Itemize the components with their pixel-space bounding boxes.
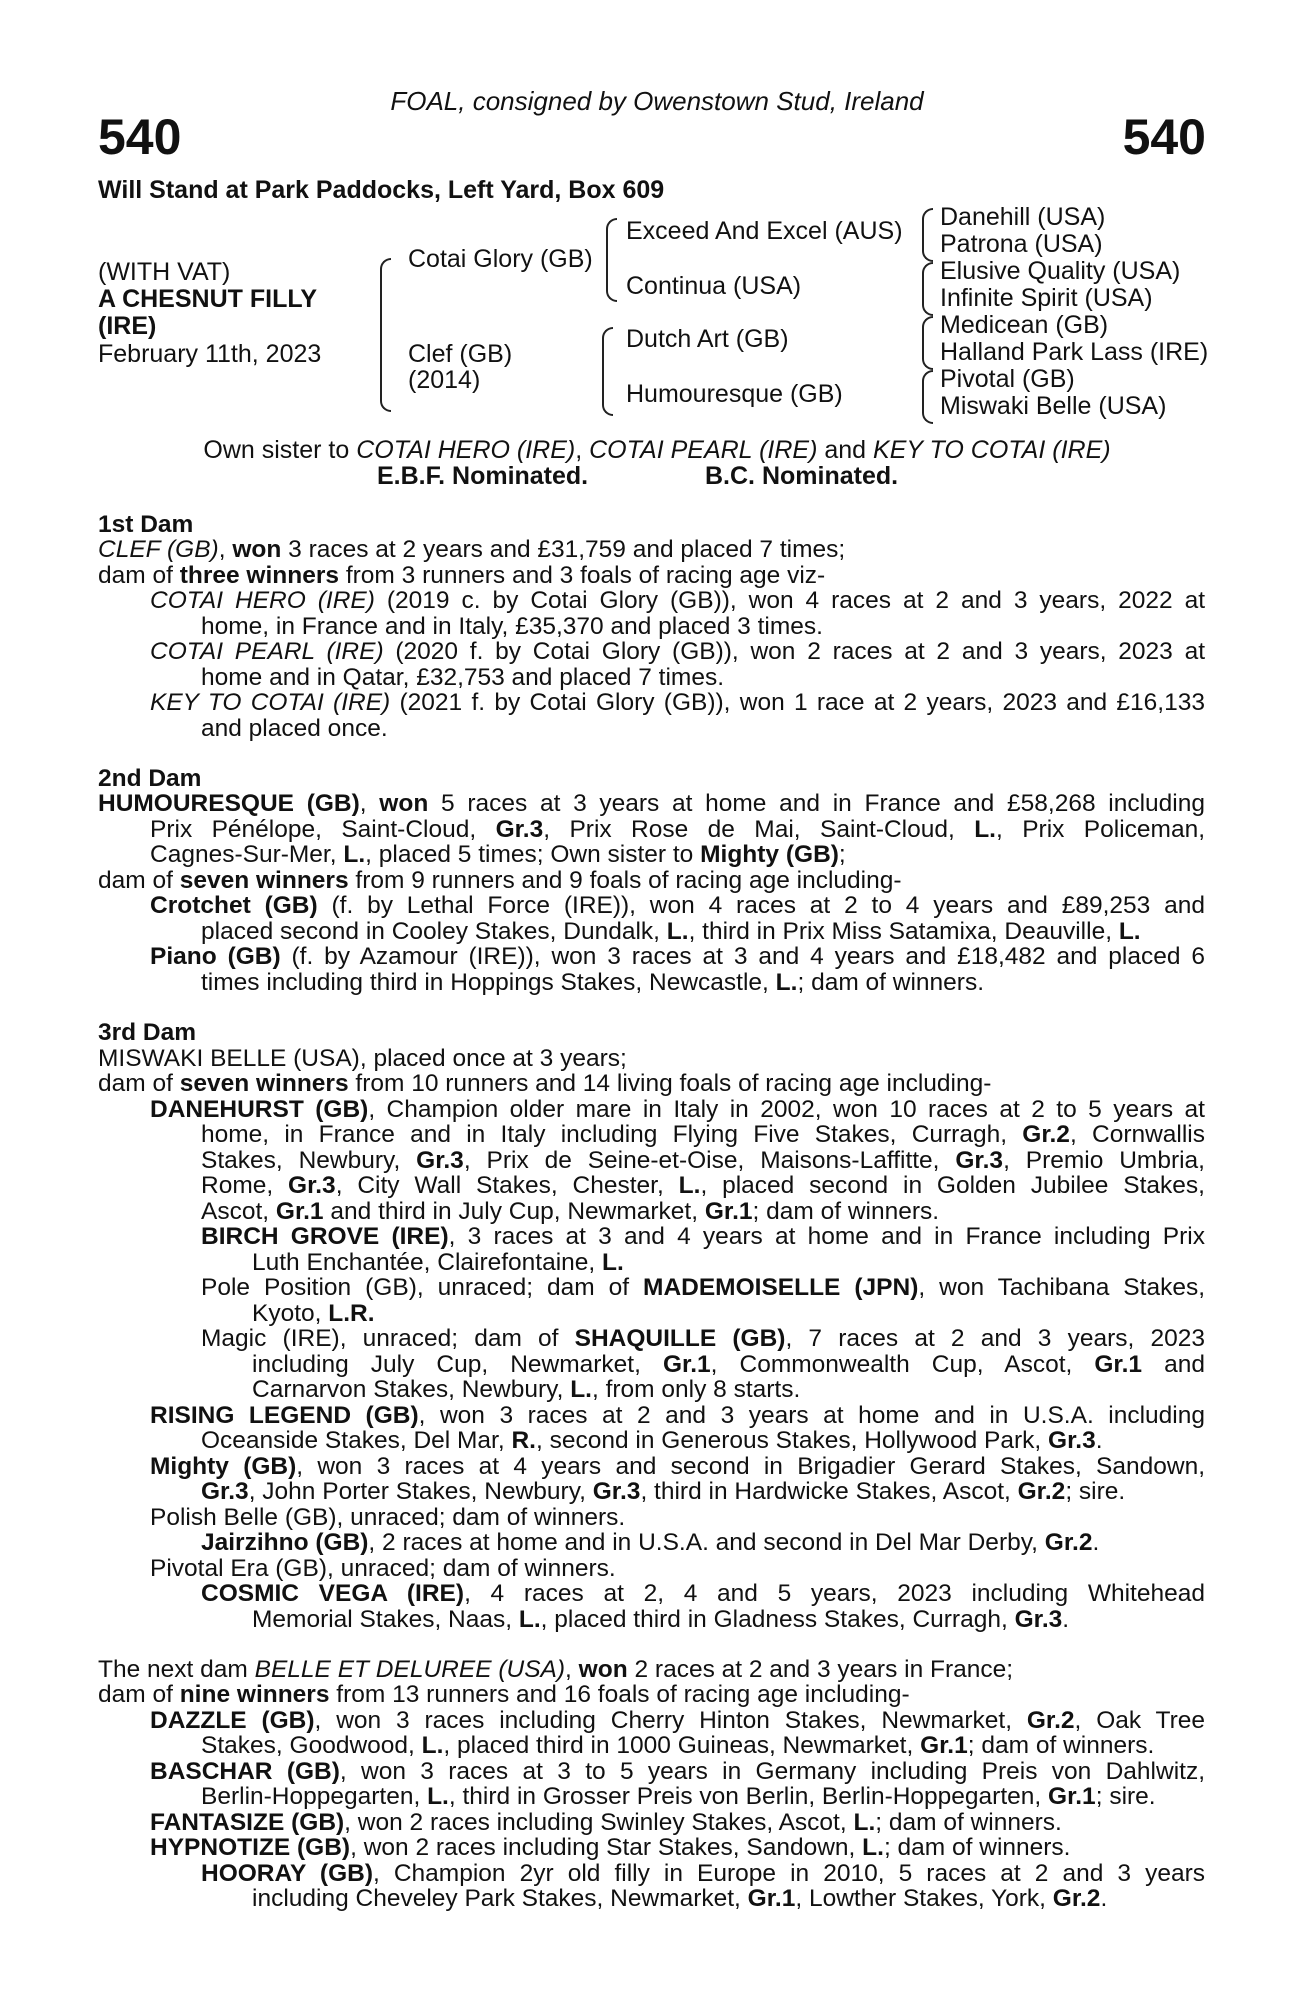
produce-danehurst-l3: Stakes, Newbury, Gr.3, Prix de Seine-et-Oise, Maisons-Laffitte, Gr.3, Premio Umbria, [201,1147,1205,1174]
produce-cosmic-vega-cont: Memorial Stakes, Naas, L., placed third in Gladness Stakes, Curragh, Gr.3. [252,1606,1070,1633]
lot-number-right: 540 [1122,109,1206,165]
produce-danehurst: DANEHURST (GB), Champion older mare in Italy in 2002, won 10 races at 2 to 5 years at [150,1096,1205,1123]
dsd: Halland Park Lass (IRE) [940,338,1209,366]
ssd: Patrona (USA) [940,230,1103,258]
brace-dd [922,370,933,424]
third-dam-header: 3rd Dam [98,1019,197,1046]
sss: Danehill (USA) [940,203,1106,231]
produce-magic: Magic (IRE), unraced; dam of SHAQUILLE (GB), 7 races at 2 and 3 years, 2023 [201,1325,1205,1352]
dam: Clef (GB) [408,340,513,368]
ebf-nominated: E.B.F. Nominated. [377,462,589,490]
produce-hooray-cont: including Cheveley Park Stakes, Newmarket, Gr.1, Lowther Stakes, York, Gr.2. [252,1885,1108,1912]
produce-cotai-pearl-cont: home and in Qatar, £32,753 and placed 7 times. [201,664,725,691]
produce-birch-grove: BIRCH GROVE (IRE), 3 races at 3 and 4 years at home and in France including Prix [201,1223,1205,1250]
produce-cotai-hero-cont: home, in France and in Italy, £35,370 and placed 3 times. [201,613,823,640]
sdd: Infinite Spirit (USA) [940,284,1153,312]
produce-piano: Piano (GB) (f. by Azamour (IRE)), won 3 races at 3 and 4 years and £18,482 and placed 6 [150,943,1205,970]
produce-pivotal-era: Pivotal Era (GB), unraced; dam of winners. [150,1555,616,1582]
second-dam-header: 2nd Dam [98,765,202,792]
next-dam-produce-summary: dam of nine winners from 13 runners and 16 foals of racing age including- [98,1681,910,1708]
dss: Medicean (GB) [940,311,1109,339]
first-dam-header: 1st Dam [98,511,194,538]
dds: Pivotal (GB) [940,365,1075,393]
produce-magic-l2: including July Cup, Newmarket, Gr.1, Commonwealth Cup, Ascot, Gr.1 and [252,1351,1205,1378]
own-sister-line: Own sister to COTAI HERO (IRE), COTAI PEARL (IRE) and KEY TO COTAI (IRE) [203,436,1111,464]
produce-crotchet-cont: placed second in Cooley Stakes, Dundalk, L., third in Prix Miss Satamixa, Deauville, L. [201,918,1141,945]
produce-fantasize: FANTASIZE (GB), won 2 races including Swinley Stakes, Ascot, L.; dam of winners. [150,1809,1062,1836]
bc-nominated: B.C. Nominated. [705,462,899,490]
produce-pole-position-cont: Kyoto, L.R. [252,1300,375,1327]
second-dam-produce-summary: dam of seven winners from 9 runners and 9 foals of racing age including- [98,867,902,894]
second-dam-line2: Prix Pénélope, Saint-Cloud, Gr.3, Prix Rose de Mai, Saint-Cloud, L., Prix Policeman, [150,816,1205,843]
brace-dam [602,327,613,416]
produce-mighty: Mighty (GB), won 3 races at 4 years and second in Brigadier Gerard Stakes, Sandown, [150,1453,1206,1480]
brace-parents [380,258,391,412]
brace-sd [922,262,933,316]
brace-ds [922,316,933,370]
produce-crotchet: Crotchet (GB) (f. by Lethal Force (IRE)), won 4 races at 2 to 4 years and £89,253 and [150,892,1205,919]
produce-cosmic-vega: COSMIC VEGA (IRE), 4 races at 2, 4 and 5 years, 2023 including Whitehead [201,1580,1205,1607]
produce-baschar-cont: Berlin-Hoppegarten, L., third in Grosser Preis von Berlin, Berlin-Hoppegarten, Gr.1; sire. [201,1783,1156,1810]
dam-dam: Humouresque (GB) [626,380,843,408]
ddd: Miswaki Belle (USA) [940,392,1167,420]
brace-sire [606,218,617,302]
produce-magic-l3: Carnarvon Stakes, Newbury, L., from only 8 starts. [252,1376,801,1403]
consignment-line: FOAL, consigned by Owenstown Stud, Ireland [390,86,924,116]
produce-danehurst-l5: Ascot, Gr.1 and third in July Cup, Newmarket, Gr.1; dam of winners. [201,1198,940,1225]
brace-ss [922,208,933,262]
next-dam-line: The next dam BELLE ET DELUREE (USA), won 2 races at 2 and 3 years in France; [98,1656,1014,1683]
lot-number-left: 540 [98,109,182,165]
produce-piano-cont: times including third in Hoppings Stakes, Newcastle, L.; dam of winners. [201,969,985,996]
first-dam-produce-summary: dam of three winners from 3 runners and 3 foals of racing age viz- [98,562,826,589]
produce-cotai-pearl: COTAI PEARL (IRE) (2020 f. by Cotai Glory (GB)), won 2 races at 2 and 3 years, 2023 at [150,638,1205,665]
second-dam-line: HUMOURESQUE (GB), won 5 races at 3 years at home and in France and £58,268 including [98,790,1205,817]
third-dam-line: MISWAKI BELLE (USA), placed once at 3 years; [98,1045,627,1072]
produce-key-to-cotai-cont: and placed once. [201,715,388,742]
produce-dazzle: DAZZLE (GB), won 3 races including Cherry Hinton Stakes, Newmarket, Gr.2, Oak Tree [150,1707,1205,1734]
produce-birch-grove-cont: Luth Enchantée, Clairefontaine, L. [252,1249,624,1276]
vat-note: (WITH VAT) [98,258,231,286]
dam-sire: Dutch Art (GB) [626,325,789,353]
third-dam-produce-summary: dam of seven winners from 10 runners and 14 living foals of racing age including- [98,1070,992,1097]
sds: Elusive Quality (USA) [940,257,1181,285]
produce-pole-position: Pole Position (GB), unraced; dam of MADEMOISELLE (JPN), won Tachibana Stakes, [201,1274,1206,1301]
subject-name-country: (IRE) [98,312,157,340]
first-dam-line: CLEF (GB), won 3 races at 2 years and £31,759 and placed 7 times; [98,536,846,563]
produce-dazzle-cont: Stakes, Goodwood, L., placed third in 1000 Guineas, Newmarket, Gr.1; dam of winners. [201,1732,1155,1759]
produce-hooray: HOORAY (GB), Champion 2yr old filly in Europe in 2010, 5 races at 2 and 3 years [201,1860,1205,1887]
produce-danehurst-l4: Rome, Gr.3, City Wall Stakes, Chester, L., placed second in Golden Jubilee Stakes, [201,1172,1205,1199]
produce-hypnotize: HYPNOTIZE (GB), won 2 races including Star Stakes, Sandown, L.; dam of winners. [150,1834,1071,1861]
produce-jairzihno: Jairzihno (GB), 2 races at home and in U.S.A. and second in Del Mar Derby, Gr.2. [201,1529,1100,1556]
produce-cotai-hero: COTAI HERO (IRE) (2019 c. by Cotai Glory (GB)), won 4 races at 2 and 3 years, 2022 at [150,587,1206,614]
subject-name: A CHESNUT FILLY [98,285,317,313]
second-dam-line3: Cagnes-Sur-Mer, L., placed 5 times; Own sister to Mighty (GB); [150,841,846,868]
sire: Cotai Glory (GB) [408,245,593,273]
sire-sire: Exceed And Excel (AUS) [626,217,903,245]
sire-dam: Continua (USA) [626,272,802,300]
dam-year: (2014) [408,366,481,394]
produce-rising-legend: RISING LEGEND (GB), won 3 races at 2 and 3 years at home and in U.S.A. including [150,1402,1205,1429]
stand-location: Will Stand at Park Paddocks, Left Yard, Box 609 [98,176,665,204]
produce-mighty-cont: Gr.3, John Porter Stakes, Newbury, Gr.3, third in Hardwicke Stakes, Ascot, Gr.2; sire. [201,1478,1126,1505]
produce-baschar: BASCHAR (GB), won 3 races at 3 to 5 years in Germany including Preis von Dahlwitz, [150,1758,1206,1785]
subject-dob: February 11th, 2023 [98,340,322,368]
produce-danehurst-l2: home, in France and in Italy including Flying Five Stakes, Curragh, Gr.2, Cornwallis [201,1121,1205,1148]
produce-polish-belle: Polish Belle (GB), unraced; dam of winners. [150,1504,626,1531]
produce-rising-legend-cont: Oceanside Stakes, Del Mar, R., second in Generous Stakes, Hollywood Park, Gr.3. [201,1427,1103,1454]
produce-key-to-cotai: KEY TO COTAI (IRE) (2021 f. by Cotai Glory (GB)), won 1 race at 2 years, 2023 and £16,133 [150,689,1205,716]
